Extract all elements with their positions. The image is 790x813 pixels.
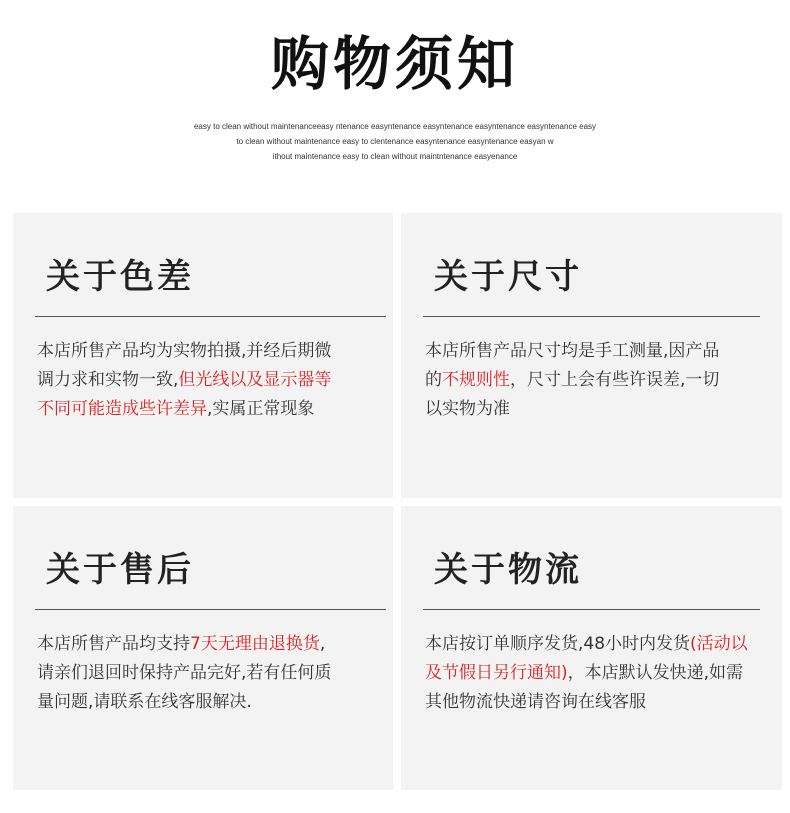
card-heading: 关于物流 — [434, 550, 582, 590]
highlighted-text: 不规则性 — [442, 370, 510, 390]
card-heading: 关于尺寸 — [434, 257, 582, 297]
body-text: 本店所售产品尺寸均是手工测量,因产品 — [425, 341, 720, 361]
body-text: ，本店默认发快递,如需 — [567, 663, 744, 683]
highlighted-text: 7天无理由退换货 — [190, 634, 320, 654]
card-body — [425, 630, 748, 717]
body-text: 本店所售产品均为实物拍摄,并经后期微 — [37, 341, 332, 361]
highlighted-text: 及节假日另行通知) — [425, 663, 568, 683]
body-text: ,实属正常现象 — [207, 399, 315, 419]
body-text: 以实物为准 — [425, 399, 510, 419]
card-color-difference — [13, 213, 393, 498]
body-text: ，尺寸上会有些许误差,一切 — [510, 370, 720, 390]
divider — [423, 316, 760, 317]
body-text: 请亲们退回时保持产品完好,若有任何质 — [37, 663, 332, 683]
body-line — [425, 630, 748, 659]
body-line — [37, 630, 331, 659]
body-text: 调力求和实物一致, — [37, 370, 179, 390]
highlighted-text: 但光线以及显示器等 — [178, 370, 332, 390]
decorative-subtext-line-2: to clean without maintenance easy to clentenance easyntenance easyntenance easyan w — [236, 137, 554, 146]
card-body — [37, 337, 331, 424]
body-line — [37, 337, 331, 366]
highlighted-text: 不同可能造成些许差异 — [37, 399, 207, 419]
body-text: 本店按订单顺序发货,48小时内发货 — [425, 634, 691, 654]
body-line — [425, 337, 719, 366]
card-body — [37, 630, 331, 717]
body-text: 量问题,请联系在线客服解决. — [37, 692, 252, 712]
body-line — [425, 659, 748, 688]
page-title: 购物须知 — [270, 30, 519, 98]
decorative-subtext-line-1: easy to clean without maintenanceeasy ntenance easyntenance easyntenance easyntenance easyntenance easy — [193, 122, 597, 131]
divider — [35, 609, 386, 610]
body-line — [37, 395, 331, 424]
decorative-subtext-line-3: ithout maintenance easy to clean without maintntenance easyenance — [272, 152, 518, 161]
card-logistics — [401, 506, 782, 790]
divider — [423, 609, 760, 610]
body-text: , — [319, 634, 326, 654]
body-line — [425, 395, 719, 424]
body-text: 本店所售产品均支持 — [37, 634, 190, 654]
divider — [35, 316, 386, 317]
card-after-sales — [13, 506, 393, 790]
card-body — [425, 337, 719, 424]
card-size — [401, 213, 782, 498]
body-text: 的 — [425, 370, 442, 390]
body-line — [37, 659, 331, 688]
card-heading: 关于售后 — [46, 550, 194, 590]
body-line — [37, 688, 331, 717]
card-heading: 关于色差 — [46, 257, 194, 297]
body-line — [425, 366, 719, 395]
body-line — [425, 688, 748, 717]
body-line — [37, 366, 331, 395]
highlighted-text: (活动以 — [690, 634, 748, 654]
body-text: 其他物流快递请咨询在线客服 — [425, 692, 646, 712]
